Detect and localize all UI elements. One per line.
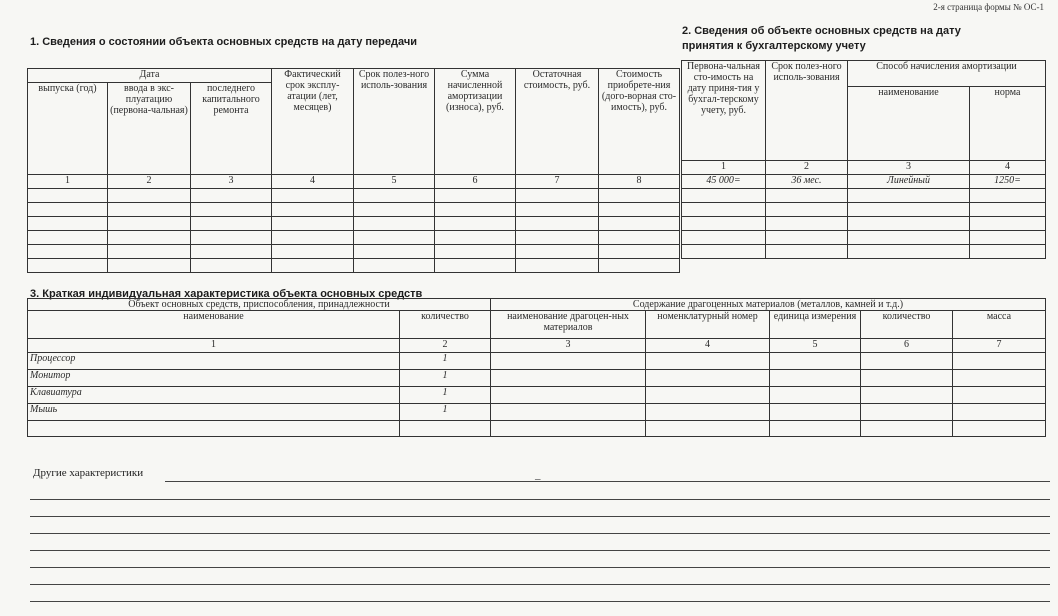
table-row [28,245,680,259]
header-amortization: Сумма начисленной амортизации (износа), руб. [435,69,516,175]
header-object-qty: количество [400,311,491,339]
col-num: 4 [970,161,1046,175]
col-num: 2 [108,175,191,189]
section2-table [681,60,1046,259]
header-metal-name: наименование драгоцен-ных материалов [491,311,646,339]
table-row [28,203,680,217]
section1-title: 1. Сведения о состоянии объекта основных средств на дату передачи [30,36,417,48]
header-mass: масса [953,311,1046,339]
table-row [28,421,1046,437]
header-initial-cost: Первона-чальная сто-имость на дату приня-тия у бухгал-терскому учету, руб. [682,61,766,161]
header-residual: Остаточная стоимость, руб. [516,69,599,175]
object-qty: 1 [400,370,491,387]
method-value: Линейный [848,175,970,189]
table-row [682,231,1046,245]
table-row [28,370,1046,387]
table-row [28,189,680,203]
col-num: 6 [435,175,516,189]
col-num: 4 [272,175,354,189]
writing-line [30,499,1050,500]
table-row [682,175,1046,189]
header-commission: ввода в экс-плуатацию (первона-чальная) [108,83,191,175]
col-num: 1 [28,339,400,353]
header-actual-term: Фактический срок эксплу-атации (лет, месяцев) [272,69,354,175]
table-row [28,404,1046,421]
col-num: 7 [516,175,599,189]
header-method-name: наименование [848,87,970,161]
header-method-group: Способ начисления амортизации [848,61,1046,87]
col-num: 5 [354,175,435,189]
table-row [28,259,680,273]
header-release-year: выпуска (год) [28,83,108,175]
table-row [682,245,1046,259]
table-row [28,231,680,245]
useful-life-value: 36 мес. [766,175,848,189]
object-qty: 1 [400,353,491,370]
form-reference: 2-я страница формы № ОС-1 [933,2,1044,12]
table-row [28,387,1046,404]
object-name: Клавиатура [28,387,400,404]
table-row [682,203,1046,217]
col-num: 3 [848,161,970,175]
object-qty: 1 [400,404,491,421]
col-num: 7 [953,339,1046,353]
other-characteristics-label: Другие характеристики [33,467,144,479]
writing-line [30,516,1050,517]
section3-table [27,298,1046,437]
writing-line [30,601,1050,602]
header-useful-life-2: Срок полез-ного исполь-зования [766,61,848,161]
section2-title-line2: принятия к бухгалтерскому учету [682,40,866,52]
col-num: 3 [491,339,646,353]
writing-line [30,567,1050,568]
header-metal-qty: количество [861,311,953,339]
initial-cost-value: 45 000= [682,175,766,189]
other-characteristics-mark: – [535,473,541,485]
header-useful-life: Срок полез-ного исполь-зования [354,69,435,175]
section1-table [27,68,680,273]
col-num: 2 [400,339,491,353]
table-row [682,189,1046,203]
header-object-name: наименование [28,311,400,339]
object-name: Монитор [28,370,400,387]
object-name: Процессор [28,353,400,370]
header-unit: единица измерения [770,311,861,339]
writing-line [30,550,1050,551]
col-num: 6 [861,339,953,353]
header-date-group: Дата [28,69,272,83]
writing-line [30,533,1050,534]
table-row [682,217,1046,231]
header-metals-group: Содержание драгоценных материалов (металлов, камней и т.д.) [491,299,1046,311]
header-nomenclature: номенклатурный номер [646,311,770,339]
col-num: 3 [191,175,272,189]
header-method-norm: норма [970,87,1046,161]
col-num: 4 [646,339,770,353]
section2-title-line1: 2. Сведения об объекте основных средств на дату [682,25,961,37]
col-num: 8 [599,175,680,189]
header-object-group: Объект основных средств, приспособления, принадлежности [28,299,491,311]
writing-line [30,584,1050,585]
writing-line [165,481,1050,482]
table-row [28,353,1046,370]
header-purchase-cost: Стоимость приобрете-ния (дого-ворная сто-имость), руб. [599,69,680,175]
table-row [28,217,680,231]
col-num: 5 [770,339,861,353]
header-repair: последнего капитального ремонта [191,83,272,175]
object-name: Мышь [28,404,400,421]
col-num: 1 [682,161,766,175]
col-num: 1 [28,175,108,189]
col-num: 2 [766,161,848,175]
norm-value: 1250= [970,175,1046,189]
section3-title: 3. Краткая индивидуальная характеристика объекта основных средств [30,288,423,300]
object-qty: 1 [400,387,491,404]
